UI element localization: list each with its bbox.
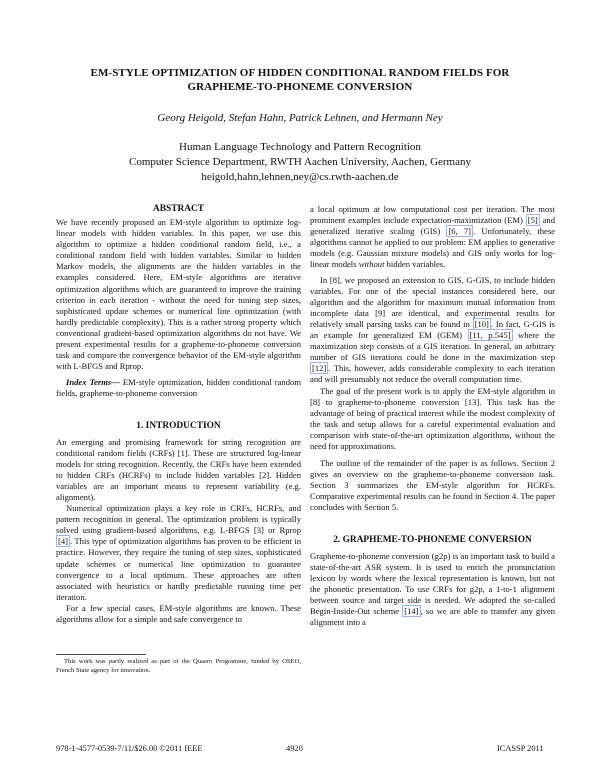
citation-link[interactable]: [11, p.545] (469, 330, 511, 341)
paper-title (40, 66, 560, 94)
footer-isbn: 978-1-4577-0539-7/11/$26.00 ©2011 IEEE (56, 744, 203, 753)
right-column (310, 204, 555, 628)
footer-venue: ICASSP 2011 (497, 744, 544, 753)
abstract-text: We have recently proposed an EM-style algorithm to optimize log-linear models with hidden variables. In this paper, we use this algorithm to optimize a hidden conditional random field, i.e., a conditional random field with hidden variables. Similar to hidden Markov models, the alignments are the hidden variables in the examples considered. Here, EM-style algorithms are iterative optimization algorithms which are guaranteed to improve the training criterion in each iteration - without the need for tuning step sizes, sophisticated update schemes or numerical line optimization (with hardly predictable complexity). This is a rather strong property which conventional gradient-based optimization algorithms do not have. We present experimental results for a grapheme-to-phoneme conversion task and compare the convergence behavior of the EM-style algorithm with L-BFGS and Rprop. (56, 217, 301, 372)
section-heading-g2p: 2. GRAPHEME-TO-PHONEME CONVERSION (333, 534, 532, 545)
paper-title-line: EM-STYLE OPTIMIZATION OF HIDDEN CONDITIONAL RANDOM FIELDS FOR (90, 67, 510, 79)
paragraph: The outline of the remainder of the paper is as follows. Section 2 gives an overview on the grapheme-to-phoneme conversion task. Section 3 summarizes the EM-style algorithm for HCRFs. Comparative experimental results can be found in Section 4. The paper concludes with Section 5. (310, 458, 555, 513)
footnote-rule (56, 654, 146, 655)
index-terms (56, 377, 301, 399)
citation-link[interactable]: [12] (312, 363, 327, 374)
paragraph: An emerging and promising framework for string recognition are conditional random fields (CRFs) [1]. These are structured log-linear models for string recognition. Recently, the CRFs have been extended to hidden CRFs (HCRFs) to include hidden variables [2]. Hidden variables are an important means to represent variability (e.g. alignment). (56, 436, 301, 502)
index-terms-label: Index Terms— (66, 377, 120, 388)
affiliation-block (40, 140, 560, 185)
footnote: This work was partly realized as part of the Quaero Programme, funded by OSEO, French State agency for innovation. (56, 658, 301, 674)
citation-link[interactable]: [5] (527, 215, 538, 226)
author-emails: heigold,hahn,lehnen,ney@cs.rwth-aachen.de (201, 171, 399, 183)
affiliation-department: Computer Science Department, RWTH Aachen University, Aachen, Germany (128, 156, 471, 168)
author-list: Georg Heigold, Stefan Hahn, Patrick Lehnen, and Hermann Ney (157, 112, 443, 124)
abstract-heading: ABSTRACT (152, 204, 205, 214)
paragraph: a local optimum at low computational cost per iteration. The most prominent examples include expectation-maximization (EM) [5] and generalized iterative scaling (GIS) [6, 7] . Unfortunately, these algorithms cannot be applied to our problem: EM applies to generative models (e.g. Gaussian mixture models) and GIS only works for log-linear models without hidden variables. (310, 204, 555, 270)
section-heading-introduction: 1. INTRODUCTION (136, 420, 221, 431)
paragraph: For a few special cases, EM-style algorithms are known. These algorithms allow for a simple and safe convergence to (56, 602, 301, 624)
page-number: 4920 (286, 744, 303, 753)
citation-link[interactable]: [14] (404, 606, 419, 616)
citation-link[interactable]: [10] (474, 318, 489, 329)
paper-title-line: GRAPHEME-TO-PHONEME CONVERSION (187, 81, 413, 93)
citation-link[interactable]: [6, 7] (448, 226, 472, 237)
index-terms-text: EM-style optimization, hidden conditional random fields, grapheme-to-phoneme conversion (56, 377, 302, 399)
affiliation-group: Human Language Technology and Pattern Recognition (179, 141, 421, 153)
paragraph: In [8], we proposed an extension to GIS, G-GIS, to include hidden variables. For one of the special instances considered here, our algorithm and the algorithm for maximum mutual information from incomplete data [9] are identical, and experimental results for relatively small parsing tasks can be found in [10] . In fact, G-GIS is an example for generalized EM (GEM) [11, p.545] where the maximization step consists of a GIS iteration. In general, an arbitrary number of GIS iterations could be done in the maximization step [12] . This, however, adds considerable complexity to each iteration and will presumably not reduce the overall computation time. (310, 274, 556, 385)
citation-link[interactable]: [4] (58, 536, 69, 547)
left-column (56, 203, 301, 625)
paragraph: The goal of the present work is to apply the EM-style algorithm in [8] to grapheme-to-phoneme conversion [13]. This task has the advantage of being of practical interest while the modest complexity of the task and setup allows for a careful experimental evaluation and comparison with state-of-the-art optimization algorithms, without the need for approximations. (310, 385, 555, 451)
paragraph: Numerical optimization plays a key role in CRFs, HCRFs, and pattern recognition in general. The optimization problem is typically solved using gradient-based algorithms, e.g. L-BFGS [3] or Rprop [4] . This type of optimization algorithms has proven to be efficient in practice. However, they require the tuning of step sizes, sophisticated update schemes or numerical line optimization to guarantee convergence to a local optimum. These approaches are often associated with heuristics or hardly predictable running time per iteration. (56, 503, 301, 602)
paragraph: Grapheme-to-phoneme conversion (g2p) is an important task to build a state-of-the-art ASR system. It is used to enrich the pronunciation lexicon by words where the lexical representation is known, but not the phonetic presentation. To use CRFs for g2p, a 1-to-1 alignment between source and target side is needed. We adopted the so-called Begin-Inside-Out scheme [14] , so we are able to transfer any given alignment into a (310, 550, 555, 628)
